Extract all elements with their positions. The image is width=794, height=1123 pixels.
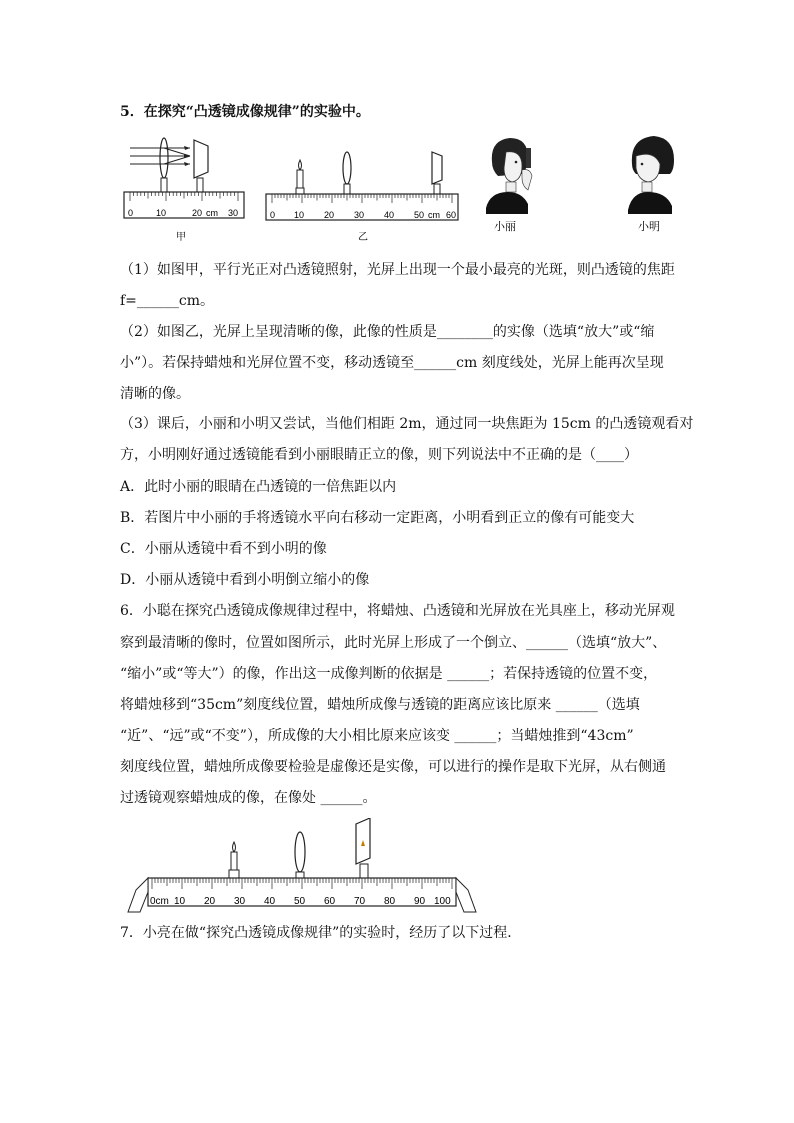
q5-part2-line1: （2）如图乙，光屏上呈现清晰的像，此像的性质是________的实像（选填“放大”或“缩	[120, 324, 655, 340]
photo-xiaoming-caption: 小明	[638, 221, 660, 233]
q6-line1: 6．小聪在探究凸透镜成像规律过程中，将蜡烛、凸透镜和光屏放在光具座上，移动光屏观	[120, 603, 675, 619]
tick-label: cm	[428, 210, 440, 220]
q5-option-d: D．小丽从透镜中看到小明倒立缩小的像	[120, 572, 370, 588]
photo-xiaoli-caption: 小丽	[494, 221, 516, 233]
ray-arrow	[184, 162, 190, 166]
bench-tick-label: 90	[414, 896, 426, 907]
bench-tick-label: 70	[354, 896, 366, 907]
screen-holder	[197, 178, 203, 192]
tick-label: 60	[446, 210, 457, 220]
q6-line6: 刻度线位置，蜡烛所成像要检验是虚像还是实像，可以进行的操作是取下光屏，从右侧通	[120, 759, 666, 775]
lens-holder	[344, 184, 350, 194]
figure-yi-caption: 乙	[358, 232, 368, 243]
bench-tick-label: 40	[264, 896, 276, 907]
q6-line3: “缩小”或“等大”）的像，作出这一成像判断的依据是 ______；若保持透镜的位置不变，	[120, 666, 658, 682]
convex-lens	[160, 138, 168, 178]
screen-holder	[434, 184, 440, 194]
q5-part3-line1: （3）课后，小丽和小明又尝试，当他们相距 2m，通过同一块焦距为 15cm 的凸透镜观看对	[120, 416, 694, 432]
q7-title: 7．小亮在做“探究凸透镜成像规律”的实验时，经历了以下过程．	[120, 925, 522, 941]
bench-tick-label: 60	[324, 896, 336, 907]
bench-tick-label: 20	[204, 896, 216, 907]
q5-part2-line3: 清晰的像。	[120, 386, 190, 402]
tick-label: cm	[206, 208, 218, 218]
optical-bench-svg	[120, 818, 482, 918]
bench-tick-label: 100	[434, 896, 451, 907]
lens-holder	[161, 178, 167, 192]
tick-label: 30	[354, 210, 365, 220]
bench-tick-label: 0cm	[150, 896, 169, 907]
q6-line5: “近”、“远”或“不变”），所成像的大小相比原来应该变 ______；当蜡烛推到“43cm”	[120, 728, 634, 744]
tick-label: 50	[414, 210, 425, 220]
bench-tick-label: 30	[234, 896, 246, 907]
candle	[231, 852, 237, 870]
figure-yi-svg	[262, 146, 462, 244]
q5-part1-line1: （1）如图甲，平行光正对凸透镜照射，光屏上出现一个最小最亮的光斑，则凸透镜的焦距	[120, 262, 675, 278]
candle-holder	[296, 188, 304, 194]
light-screen	[194, 140, 208, 178]
optical-bench-figure	[120, 818, 482, 922]
q5-part3-line2: 方，小明刚好通过透镜能看到小丽眼睛正立的像，则下列说法中不正确的是（____）	[120, 447, 638, 463]
xiaoli-portrait-image	[482, 134, 544, 234]
q5-option-a: A．此时小丽的眼睛在凸透镜的一倍焦距以内	[120, 479, 397, 495]
candle-flame	[299, 160, 302, 170]
screen-holder	[360, 864, 368, 878]
tick-label: 30	[228, 208, 239, 218]
convex-lens	[295, 832, 305, 872]
candle-flame	[233, 842, 236, 852]
tick-label: 20	[192, 208, 203, 218]
q5-title: 5．在探究“凸透镜成像规律”的实验中。	[120, 104, 370, 120]
tick-label: 10	[156, 208, 167, 218]
q5-option-c: C．小丽从透镜中看不到小明的像	[120, 541, 327, 557]
figure-jia-caption: 甲	[176, 232, 186, 243]
tick-label: 20	[324, 210, 335, 220]
figure-yi	[262, 146, 462, 248]
candle-holder	[229, 870, 239, 878]
tick-label: 0	[128, 208, 134, 218]
photo-xiaoli	[482, 134, 544, 238]
tick-label: 40	[384, 210, 395, 220]
candle	[297, 170, 303, 188]
q6-line4: 将蜡烛移到“35cm”刻度线位置，蜡烛所成像与透镜的距离应该比原来 ______（选填	[120, 697, 640, 713]
bench-leg-left	[128, 878, 148, 912]
q5-part2-line2: 小”）。若保持蜡烛和光屏位置不变，移动透镜至______cm 刻度线处，光屏上能再次呈现	[120, 355, 664, 371]
tick-label: 10	[294, 210, 305, 220]
convex-lens	[343, 152, 351, 184]
bench-leg-right	[456, 878, 476, 912]
xiaoming-portrait-image	[626, 134, 682, 234]
magnifier-lens	[526, 148, 531, 168]
tick-label: 0	[270, 210, 276, 220]
bench-tick-label: 10	[174, 896, 186, 907]
lens-holder	[296, 872, 304, 878]
light-screen	[432, 152, 442, 184]
photo-xiaoming	[626, 134, 682, 238]
bench-tick-label: 50	[294, 896, 306, 907]
q6-line2: 察到最清晰的像时，位置如图所示，此时光屏上形成了一个倒立、______（选填“放大”、	[120, 635, 667, 651]
figure-jia-svg	[120, 136, 250, 244]
figure-jia	[120, 136, 250, 248]
ray-arrow	[184, 146, 190, 150]
q5-part1-line2: f=______cm。	[120, 293, 215, 309]
q5-option-b: B．若图片中小丽的手将透镜水平向右移动一定距离，小明看到正立的像有可能变大	[120, 510, 635, 526]
bench-tick-label: 80	[384, 896, 396, 907]
q6-line7: 过透镜观察蜡烛成的像，在像处 ______。	[120, 790, 377, 806]
